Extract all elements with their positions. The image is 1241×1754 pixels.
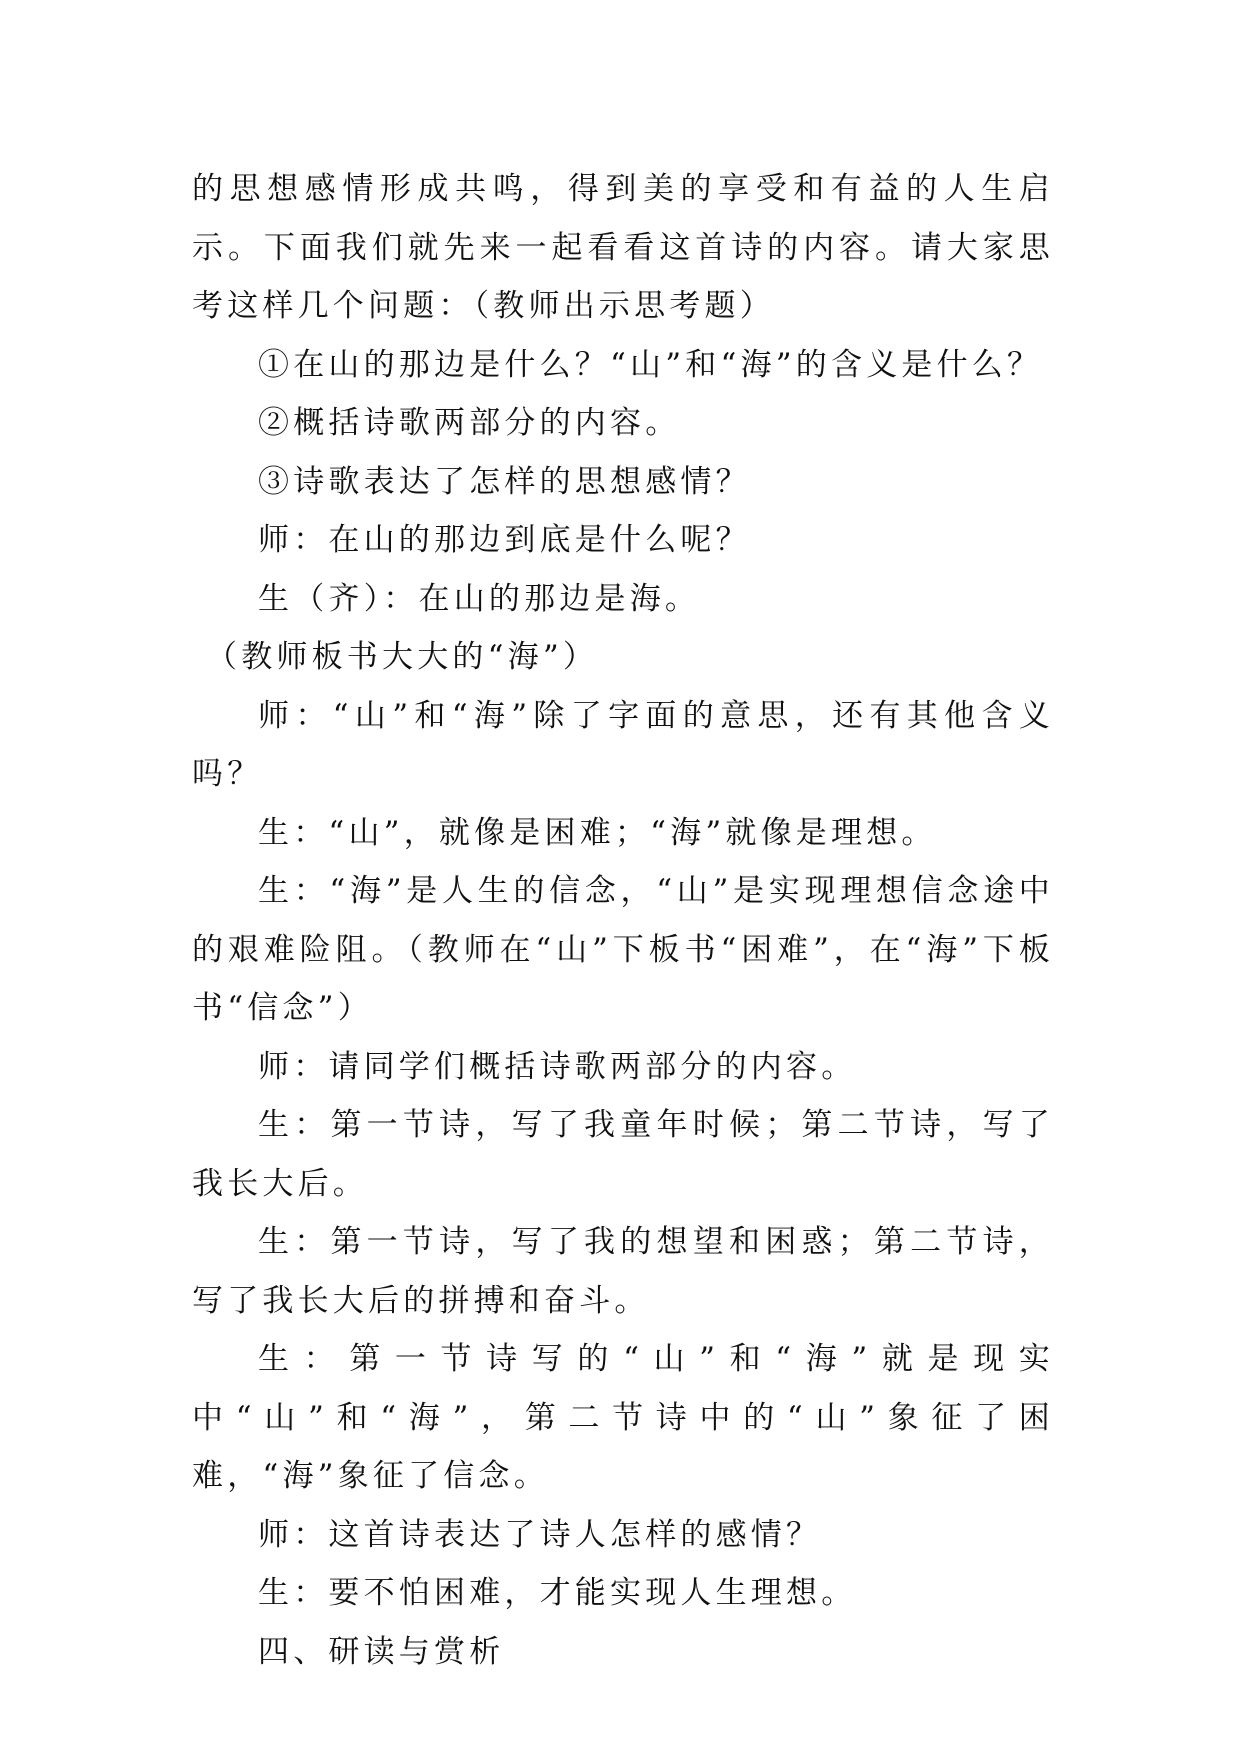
section-heading: 四、研读与赏析 [258,1633,505,1670]
student-line-4: 生：第一节诗，写了我童年时候；第二节诗，写了我长大后。 [192,1107,1054,1202]
student-line-6: 生：第一节诗写的“山”和“海”就是现实中“山”和“海”，第二节诗中的“山”象征了困难，“海”象征了信念。 [192,1341,1054,1494]
teacher-line-2: 师：“山”和“海”除了字面的意思，还有其他含义吗？ [192,697,1054,792]
question-1: ①在山的那边是什么？“山”和“海”的含义是什么？ [258,346,1043,383]
question-3: ③诗歌表达了怎样的思想感情？ [258,463,751,500]
paragraph-intro: 的思想感情形成共鸣，得到美的享受和有益的人生启示。下面我们就先来一起看看这首诗的内容。请大家思考这样几个问题：（教师出示思考题） [192,171,1054,324]
student-line-2: 生：“山”，就像是困难；“海”就像是理想。 [258,814,937,851]
teacher-line-3: 师：请同学们概括诗歌两部分的内容。 [258,1048,857,1085]
teacher-line-1: 师：在山的那边到底是什么呢？ [258,522,751,558]
student-line-5: 生：第一节诗，写了我的想望和困惑；第二节诗，写了我长大后的拼搏和奋斗。 [192,1224,1054,1319]
question-2: ②概括诗歌两部分的内容。 [258,405,681,441]
student-line-3: 生：“海”是人生的信念，“山”是实现理想信念途中的艰难险阻。（教师在“山”下板书“困难”，在“海”下板书“信念”） [192,873,1054,1026]
teacher-line-4: 师：这首诗表达了诗人怎样的感情？ [258,1516,822,1553]
board-note-1: （教师板书大大的“海”） [206,639,599,675]
student-line-1: 生（齐）：在山的那边是海。 [258,580,701,617]
body-text [192,160,1054,1681]
student-line-7: 生：要不怕困难，才能实现人生理想。 [258,1575,857,1611]
